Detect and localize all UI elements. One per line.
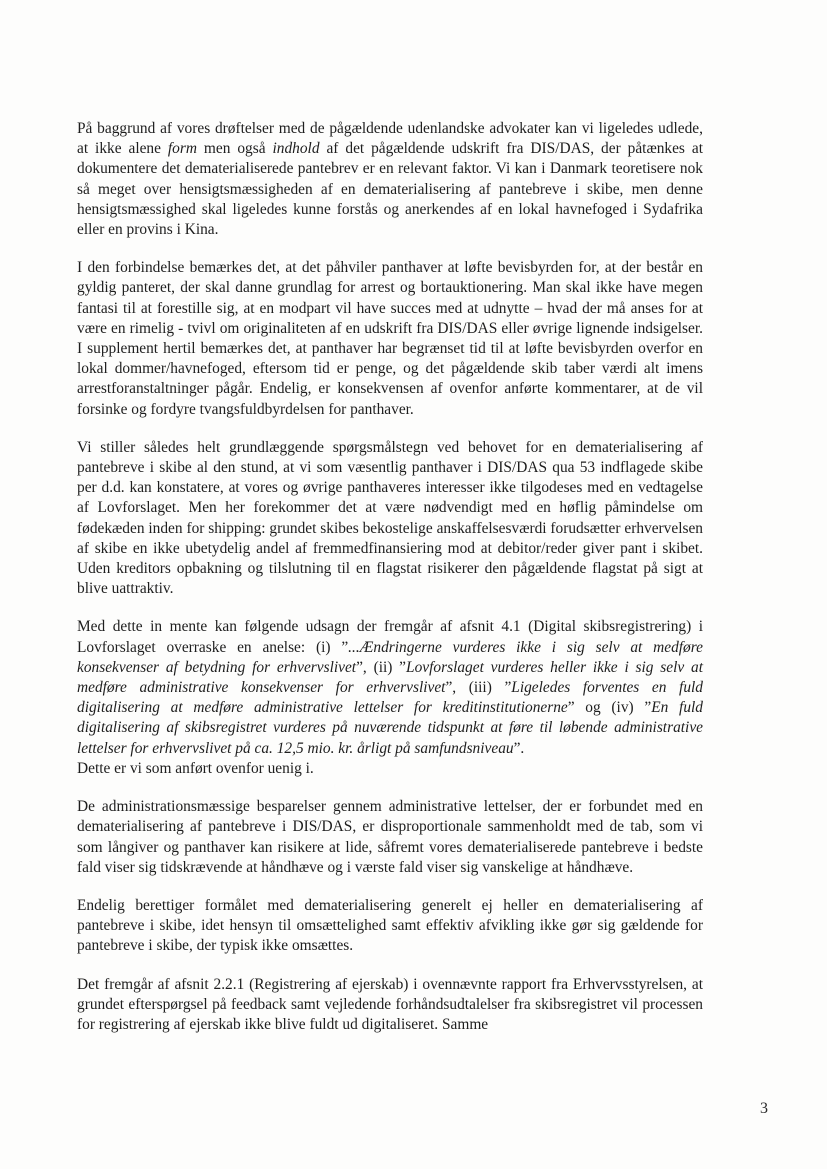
text-run: I den forbindelse bemærkes det, at det påhviler panthaver at løfte bevisbyrden for, at der består en gyldig panteret, der skal danne grundlag for arrest og bortauktionering. Man skal ikke have megen fantasi til at forestille sig, at en modpart vil have succes med at udnytte – hvad der må anses for at være en rimelig - tvivl om originaliteten af en udskrift fra DIS/DAS eller øvrige lignende indsigelser. I supplement hertil bemærkes det, at panthaver har begrænset tid til at løfte bevisbyrden overfor en lokal dommer/havnefoged, eftersom tid er penge, og det pågældende skib taber værdi alt imens arrestforanstaltninger pågår. Endelig, er konsekvensen af ovenfor anførte kommentarer, at de vil forsinke og fordyre tvangsfuldbyrdelsen for panthaver. xyxy=(77,259,703,418)
text-run: ”. xyxy=(513,739,525,757)
paragraph-3 xyxy=(77,438,703,600)
text-run: Vi stiller således helt grundlæggende spørgsmålstegn ved behovet for en dematerialisering af pantebreve i skibe al den stund, at vi som væsentlig panthaver i DIS/DAS qua 53 indflagede skibe per d.d. kan konstatere, at vores og øvrige panthaveres interesser ikke tilgodeses med en vedtagelse af Lovforslaget. Men her forekommer det at være nødvendigt med en høflig påmindelse om fødekæden inden for shipping: grundet skibes bekostelige anskaffelsesværdi forudsætter erhvervelsen af skibe en ikke ubetydelig andel af fremmedfinansiering mod at debitor/reder giver pant i skibet. Uden kreditors opbakning og tilslutning til en flagstat risikerer den pågældende flagstat på sigt at blive uattraktiv. xyxy=(77,438,703,598)
italic-quote: ...Ændringerne vurderes ikke i sig selv at medføre konsekvenser af betydning for erhvervslivet xyxy=(77,638,704,676)
paragraph-1 xyxy=(77,119,703,240)
text-run: Det fremgår af afsnit 2.2.1 (Registrering af ejerskab) i ovennævnte rapport fra Erhvervsstyrelsen, at grundet efterspørgsel på feedback samt vejledende forhåndsudtalelser fra skibsregistret vil processen for registrering af ejerskab ikke blive fuldt ud digitaliseret. Samme xyxy=(77,975,703,1033)
body-text xyxy=(77,119,703,1053)
italic-quote: En fuld digitalisering af skibsregistret vurderes på nuværende tidspunkt at føre til løbende administrative lettelser for erhvervslivet på ca. 12,5 mio. kr. årligt på samfundsniveau xyxy=(77,699,703,757)
text-run: ” og (iv) ” xyxy=(567,699,652,717)
paragraph-6 xyxy=(77,896,703,957)
italic-quote: Ligeledes forventes en fuld digitalisering at medføre administrative lettelser for kreditinstitutionerne xyxy=(77,679,703,717)
text-run: De administrationsmæssige besparelser gennem administrative lettelser, der er forbundet med en dematerialisering af pantebreve i DIS/DAS, er disproportionale sammenholdt med de tab, som vi som långiver og panthaver kan risikere at lide, såfremt vores dematerialiserede pantebreve i bedste fald viser sig tidskrævende at håndhæve og i værste fald viser sig vanskelige at håndhæve. xyxy=(77,798,703,876)
text-run: ”, (ii) ” xyxy=(356,658,407,676)
italic-quote: form xyxy=(167,140,197,158)
paragraph-7 xyxy=(77,975,703,1036)
italic-quote: Lovforslaget vurderes heller ikke i sig selv at medføre administrative konsekvenser for erhvervslivet xyxy=(77,658,703,697)
text-run: af det pågældende udskrift fra DIS/DAS, der påtænkes at dokumentere det dematerialiserede pantebrev er en relevant faktor. Vi kan i Danmark teoretisere nok så meget over hensigtsmæssigheden af en dematerialisering af pantebreve i skibe, men denne hensigtsmæssighed skal ligeledes kunne forstås og anerkendes af en lokal havnefoged i Sydafrika eller en provins i Kina. xyxy=(77,140,703,239)
text-run: Dette er vi som anført ovenfor uenig i. xyxy=(77,759,314,777)
italic-quote: indhold xyxy=(272,140,320,158)
text-run: Med dette in mente kan følgende udsagn der fremgår af afsnit 4.1 (Digital skibsregistrering) i Lovforslaget overraske en anelse: (i) ” xyxy=(77,618,703,656)
text-run: ”, (iii) ” xyxy=(445,679,512,697)
text-run: men også xyxy=(196,140,273,158)
paragraph-4 xyxy=(77,617,703,779)
page-number: 3 xyxy=(760,1100,768,1117)
text-run: Endelig berettiger formålet med dematerialisering generelt ej heller en dematerialisering af pantebreve i skibe, idet hensyn til omsættelighed samt effektiv afvikling ikke gør sig gældende for pantebreve i skibe, der typisk ikke omsættes. xyxy=(77,896,703,955)
text-run: På baggrund af vores drøftelser med de pågældende udenlandske advokater kan vi ligeledes udlede, at ikke alene xyxy=(77,120,703,158)
paragraph-2 xyxy=(77,258,703,420)
paragraph-5 xyxy=(77,797,703,878)
